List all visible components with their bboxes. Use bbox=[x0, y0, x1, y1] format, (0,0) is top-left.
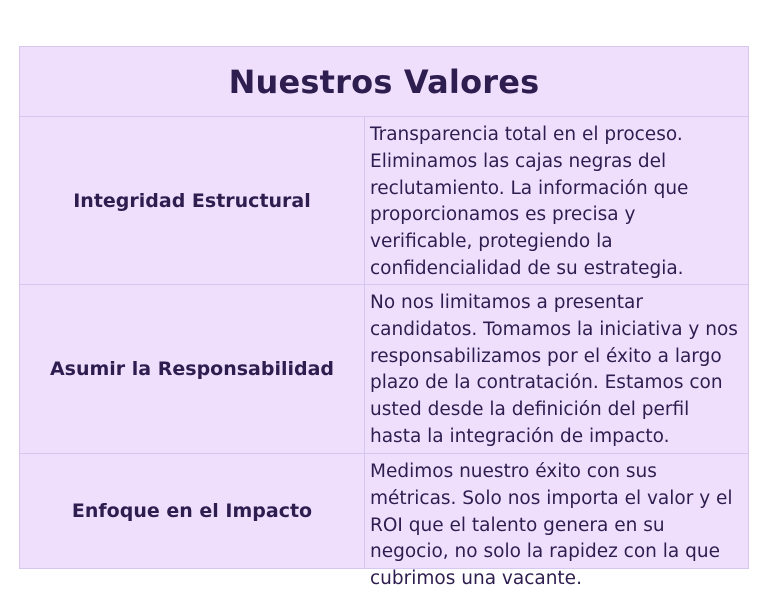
table-row bbox=[20, 454, 748, 590]
table-header bbox=[20, 47, 748, 117]
value-name: Integridad Estructural bbox=[73, 189, 311, 212]
value-description: Transparencia total en el proceso. Eliminamos las cajas negras del reclutamiento. La información que proporcionamos es precisa y verificable, protegiendo la confidencialidad de su estrategia. bbox=[370, 124, 689, 279]
value-description-cell bbox=[365, 285, 748, 453]
value-description: Medimos nuestro éxito con sus métricas. Solo nos importa el valor y el ROI que el talento genera en su negocio, no solo la rapidez con la que cubrimos una vacante. bbox=[370, 461, 733, 590]
table-row bbox=[20, 117, 748, 285]
values-table bbox=[19, 46, 749, 590]
value-description-cell bbox=[365, 454, 748, 590]
value-name-cell bbox=[20, 454, 365, 568]
value-name: Enfoque en el Impacto bbox=[71, 500, 313, 522]
value-description-cell bbox=[365, 117, 748, 284]
value-description: No nos limitamos a presentar candidatos. Tomamos la iniciativa y nos responsabilizamos por el éxito a largo plazo de la contratación. Estamos con usted desde la definición del perfil hasta la integración de impacto. bbox=[370, 292, 738, 447]
value-name-cell bbox=[20, 285, 365, 453]
value-name: Asumir la Responsabilidad bbox=[49, 358, 335, 380]
value-name-cell bbox=[20, 117, 365, 284]
table-row bbox=[20, 285, 748, 454]
page-title: Nuestros Valores bbox=[228, 62, 540, 101]
